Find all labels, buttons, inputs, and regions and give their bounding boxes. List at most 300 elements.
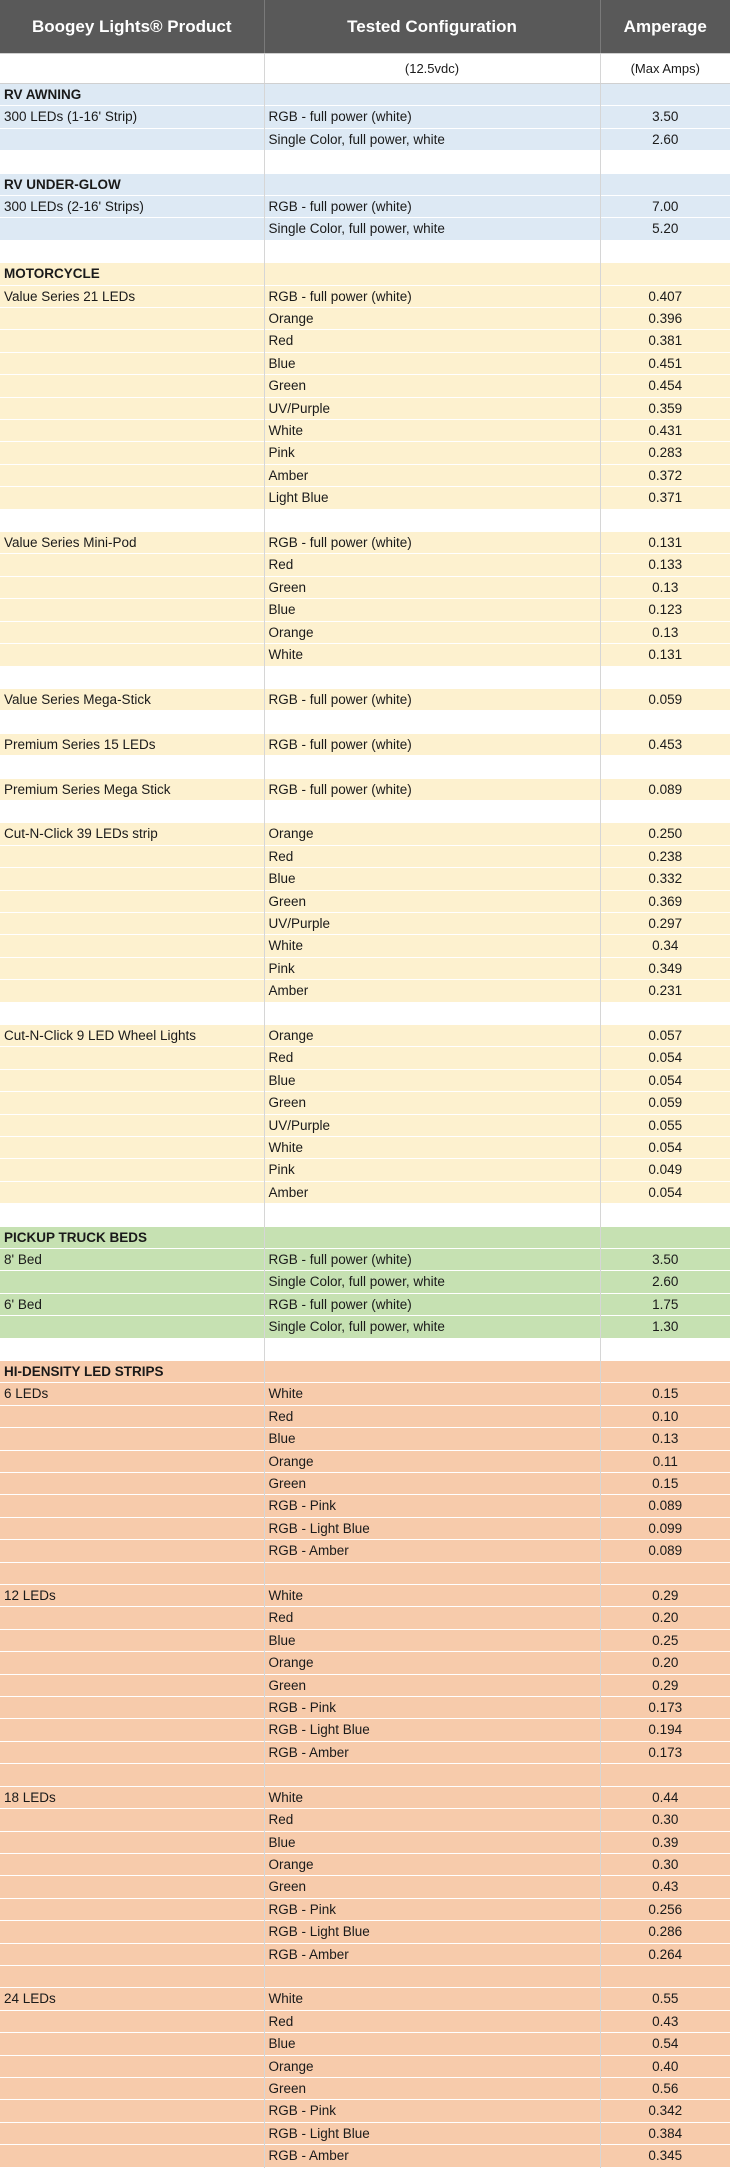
configuration-cell: Amber (264, 464, 600, 486)
amperage-cell: 3.50 (600, 106, 730, 128)
spacer-cell (0, 666, 264, 688)
configuration-cell: RGB - full power (white) (264, 106, 600, 128)
product-cell (0, 1517, 264, 1539)
table-row (0, 2145, 730, 2167)
configuration-cell: RGB - full power (white) (264, 1248, 600, 1270)
spacer-cell (264, 666, 600, 688)
units-amps: (Max Amps) (600, 54, 730, 84)
table-row (0, 2100, 730, 2122)
table-row (0, 1383, 730, 1405)
amperage-cell: 0.054 (600, 1069, 730, 1091)
section-cell-empty (600, 1226, 730, 1248)
configuration-cell: Blue (264, 1069, 600, 1091)
product-cell: Value Series Mega-Stick (0, 688, 264, 710)
product-cell (0, 599, 264, 621)
table-row (0, 330, 730, 352)
configuration-cell: RGB - Pink (264, 1898, 600, 1920)
table-row (0, 1921, 730, 1943)
configuration-cell: Blue (264, 599, 600, 621)
table-row (0, 688, 730, 710)
amperage-cell: 0.371 (600, 487, 730, 509)
table-row (0, 1181, 730, 1203)
configuration-cell: RGB - full power (white) (264, 733, 600, 755)
configuration-cell: Green (264, 1092, 600, 1114)
table-row (0, 1741, 730, 1763)
configuration-cell: RGB - Amber (264, 1943, 600, 1965)
amperage-cell: 0.25 (600, 1629, 730, 1651)
section-cell-empty (600, 173, 730, 195)
amperage-cell: 0.131 (600, 532, 730, 554)
amperage-cell: 0.396 (600, 308, 730, 330)
table-row (0, 1607, 730, 1629)
amperage-cell: 0.173 (600, 1741, 730, 1763)
configuration-cell: RGB - Amber (264, 2145, 600, 2167)
spacer-cell (264, 240, 600, 262)
product-cell (0, 1697, 264, 1719)
product-cell (0, 464, 264, 486)
section-title: HI-DENSITY LED STRIPS (0, 1361, 264, 1383)
configuration-cell: Pink (264, 1159, 600, 1181)
section-row (0, 173, 730, 195)
table-row (0, 464, 730, 486)
spacer-cell (0, 1204, 264, 1226)
amperage-cell: 0.089 (600, 1495, 730, 1517)
amperage-cell: 0.123 (600, 599, 730, 621)
configuration-cell: RGB - full power (white) (264, 778, 600, 800)
configuration-cell: RGB - full power (white) (264, 532, 600, 554)
product-cell (0, 2055, 264, 2077)
product-cell (0, 2010, 264, 2032)
amperage-cell (600, 1965, 730, 1987)
table-row (0, 1428, 730, 1450)
table-row (0, 733, 730, 755)
configuration-cell: Blue (264, 1428, 600, 1450)
table-row (0, 957, 730, 979)
amperage-cell: 0.55 (600, 1988, 730, 2010)
configuration-cell: RGB - Pink (264, 1697, 600, 1719)
amperage-cell: 0.11 (600, 1450, 730, 1472)
amperage-cell: 0.453 (600, 733, 730, 755)
table-row (0, 1965, 730, 1987)
table-row (0, 196, 730, 218)
amperage-cell: 3.50 (600, 1248, 730, 1270)
configuration-cell: White (264, 1585, 600, 1607)
section-cell-empty (264, 173, 600, 195)
product-cell (0, 218, 264, 240)
product-cell (0, 1316, 264, 1338)
configuration-cell: UV/Purple (264, 397, 600, 419)
amperage-cell: 0.059 (600, 1092, 730, 1114)
configuration-cell: White (264, 644, 600, 666)
table-row (0, 2122, 730, 2144)
product-cell: 18 LEDs (0, 1786, 264, 1808)
configuration-cell: Green (264, 576, 600, 598)
spacer-cell (264, 1338, 600, 1360)
section-title: PICKUP TRUCK BEDS (0, 1226, 264, 1248)
product-cell (0, 128, 264, 150)
configuration-cell: Blue (264, 1831, 600, 1853)
product-cell (0, 330, 264, 352)
configuration-cell: Red (264, 2010, 600, 2032)
amperage-cell: 7.00 (600, 196, 730, 218)
configuration-cell: Red (264, 1047, 600, 1069)
product-cell (0, 1562, 264, 1584)
product-cell (0, 1719, 264, 1741)
table-row (0, 1674, 730, 1696)
configuration-cell (264, 1965, 600, 1987)
product-cell: Cut-N-Click 39 LEDs strip (0, 823, 264, 845)
product-cell (0, 1764, 264, 1786)
table-row (0, 1652, 730, 1674)
product-cell (0, 845, 264, 867)
product-cell (0, 1159, 264, 1181)
product-cell (0, 890, 264, 912)
spacer-cell (600, 756, 730, 778)
configuration-cell (264, 1562, 600, 1584)
product-cell: Premium Series Mega Stick (0, 778, 264, 800)
spacer-cell (264, 509, 600, 531)
table-row (0, 1943, 730, 1965)
configuration-cell: RGB - Light Blue (264, 2122, 600, 2144)
units-voltage: (12.5vdc) (264, 54, 600, 84)
product-cell (0, 2100, 264, 2122)
amperage-cell: 0.34 (600, 935, 730, 957)
configuration-cell: Single Color, full power, white (264, 218, 600, 240)
amperage-cell: 0.43 (600, 2010, 730, 2032)
table-row (0, 1719, 730, 1741)
section-row (0, 1226, 730, 1248)
table-row (0, 1809, 730, 1831)
configuration-cell: White (264, 1383, 600, 1405)
configuration-cell: RGB - Light Blue (264, 1921, 600, 1943)
amperage-cell: 0.369 (600, 890, 730, 912)
amperage-cell: 0.20 (600, 1607, 730, 1629)
table-row (0, 1540, 730, 1562)
table-row (0, 823, 730, 845)
table-row (0, 1764, 730, 1786)
amperage-cell: 0.29 (600, 1674, 730, 1696)
spacer-cell (600, 509, 730, 531)
product-cell: 300 LEDs (2-16' Strips) (0, 196, 264, 218)
table-row (0, 644, 730, 666)
header-configuration: Tested Configuration (264, 0, 600, 54)
table-row (0, 352, 730, 374)
amperage-cell (600, 1764, 730, 1786)
section-cell-empty (600, 1361, 730, 1383)
spacer-row (0, 240, 730, 262)
product-cell: 6 LEDs (0, 1383, 264, 1405)
product-cell (0, 1473, 264, 1495)
configuration-cell: RGB - full power (white) (264, 1293, 600, 1315)
configuration-cell: Single Color, full power, white (264, 128, 600, 150)
spacer-cell (264, 756, 600, 778)
product-cell: 300 LEDs (1-16' Strip) (0, 106, 264, 128)
table-row (0, 1024, 730, 1046)
table-row (0, 1562, 730, 1584)
product-cell: Cut-N-Click 9 LED Wheel Lights (0, 1024, 264, 1046)
table-row (0, 285, 730, 307)
section-title: RV AWNING (0, 84, 264, 106)
product-cell (0, 868, 264, 890)
table-row (0, 935, 730, 957)
configuration-cell: White (264, 1136, 600, 1158)
product-cell: Value Series 21 LEDs (0, 285, 264, 307)
spacer-row (0, 151, 730, 173)
product-cell (0, 554, 264, 576)
spacer-row (0, 509, 730, 531)
spacer-row (0, 1338, 730, 1360)
spacer-cell (600, 240, 730, 262)
table-row (0, 599, 730, 621)
configuration-cell: Red (264, 845, 600, 867)
table-row (0, 576, 730, 598)
section-cell-empty (600, 263, 730, 285)
spacer-row (0, 756, 730, 778)
amperage-cell: 0.256 (600, 1898, 730, 1920)
table-row (0, 420, 730, 442)
amperage-cell: 0.431 (600, 420, 730, 442)
section-title: RV UNDER-GLOW (0, 173, 264, 195)
spacer-cell (0, 756, 264, 778)
amperage-cell: 0.372 (600, 464, 730, 486)
product-cell (0, 644, 264, 666)
header-row (0, 0, 730, 54)
amperage-cell: 0.342 (600, 2100, 730, 2122)
table-row (0, 397, 730, 419)
configuration-cell: Amber (264, 1181, 600, 1203)
section-cell-empty (264, 263, 600, 285)
section-cell-empty (264, 1226, 600, 1248)
spacer-cell (0, 711, 264, 733)
amperage-cell: 0.059 (600, 688, 730, 710)
table-row (0, 1786, 730, 1808)
table-row (0, 308, 730, 330)
table-row (0, 554, 730, 576)
configuration-cell: Green (264, 375, 600, 397)
section-cell-empty (264, 84, 600, 106)
configuration-cell: Red (264, 1405, 600, 1427)
units-cell-empty (0, 54, 264, 84)
amperage-cell: 0.264 (600, 1943, 730, 1965)
amperage-cell: 0.055 (600, 1114, 730, 1136)
amperage-cell: 0.089 (600, 1540, 730, 1562)
amperage-cell: 5.20 (600, 218, 730, 240)
configuration-cell (264, 1764, 600, 1786)
configuration-cell: White (264, 1988, 600, 2010)
table-row (0, 1047, 730, 1069)
product-cell (0, 1898, 264, 1920)
amperage-cell: 0.15 (600, 1473, 730, 1495)
amperage-cell: 0.131 (600, 644, 730, 666)
amperage-cell: 0.30 (600, 1853, 730, 1875)
table-row (0, 621, 730, 643)
amperage-cell: 0.29 (600, 1585, 730, 1607)
table-row (0, 890, 730, 912)
configuration-cell: Red (264, 1809, 600, 1831)
product-cell (0, 957, 264, 979)
configuration-cell: Green (264, 1473, 600, 1495)
table-row (0, 868, 730, 890)
product-cell (0, 375, 264, 397)
spacer-cell (600, 1204, 730, 1226)
spacer-cell (0, 240, 264, 262)
product-cell (0, 1853, 264, 1875)
configuration-cell: White (264, 420, 600, 442)
table-row (0, 778, 730, 800)
configuration-cell: Light Blue (264, 487, 600, 509)
product-cell (0, 1069, 264, 1091)
configuration-cell: Red (264, 1607, 600, 1629)
configuration-cell: Single Color, full power, white (264, 1316, 600, 1338)
configuration-cell: RGB - full power (white) (264, 285, 600, 307)
configuration-cell: Orange (264, 1024, 600, 1046)
amperage-cell: 0.13 (600, 621, 730, 643)
product-cell (0, 2033, 264, 2055)
table-row (0, 218, 730, 240)
product-cell (0, 576, 264, 598)
table-header (0, 0, 730, 54)
configuration-cell: RGB - full power (white) (264, 688, 600, 710)
product-cell: 6' Bed (0, 1293, 264, 1315)
product-cell (0, 1450, 264, 1472)
amperage-cell: 0.250 (600, 823, 730, 845)
amperage-cell: 0.173 (600, 1697, 730, 1719)
spacer-row (0, 1002, 730, 1024)
spacer-cell (0, 800, 264, 822)
amperage-cell: 0.40 (600, 2055, 730, 2077)
product-cell (0, 1741, 264, 1763)
spacer-cell (600, 1002, 730, 1024)
table-row (0, 1136, 730, 1158)
product-cell: 12 LEDs (0, 1585, 264, 1607)
product-cell (0, 1831, 264, 1853)
product-cell (0, 1921, 264, 1943)
table-row (0, 1988, 730, 2010)
configuration-cell: RGB - Pink (264, 1495, 600, 1517)
product-cell (0, 1965, 264, 1987)
product-cell (0, 1047, 264, 1069)
table-row (0, 1405, 730, 1427)
section-title: MOTORCYCLE (0, 263, 264, 285)
amperage-cell: 0.43 (600, 1876, 730, 1898)
amperage-cell: 0.194 (600, 1719, 730, 1741)
configuration-cell: Amber (264, 980, 600, 1002)
spacer-row (0, 800, 730, 822)
product-cell (0, 1876, 264, 1898)
table-row (0, 532, 730, 554)
table-row (0, 1293, 730, 1315)
spacer-cell (0, 509, 264, 531)
product-cell: Value Series Mini-Pod (0, 532, 264, 554)
configuration-cell: Orange (264, 2055, 600, 2077)
product-cell (0, 1114, 264, 1136)
table-body (0, 54, 730, 2168)
amperage-cell: 2.60 (600, 1271, 730, 1293)
configuration-cell: UV/Purple (264, 912, 600, 934)
spacer-row (0, 1204, 730, 1226)
section-cell-empty (264, 1361, 600, 1383)
product-cell (0, 1405, 264, 1427)
product-cell (0, 1629, 264, 1651)
table-row (0, 1248, 730, 1270)
amperage-cell (600, 1562, 730, 1584)
section-cell-empty (600, 84, 730, 106)
table-row (0, 1876, 730, 1898)
amperage-cell: 0.384 (600, 2122, 730, 2144)
product-cell (0, 1607, 264, 1629)
configuration-cell: Orange (264, 1652, 600, 1674)
spacer-cell (600, 1338, 730, 1360)
product-cell (0, 1540, 264, 1562)
amperage-cell: 0.10 (600, 1405, 730, 1427)
table-row (0, 912, 730, 934)
amperage-cell: 0.44 (600, 1786, 730, 1808)
configuration-cell: RGB - Light Blue (264, 1517, 600, 1539)
product-cell (0, 308, 264, 330)
table-row (0, 2077, 730, 2099)
product-cell (0, 1136, 264, 1158)
product-cell (0, 2077, 264, 2099)
product-cell (0, 1674, 264, 1696)
amperage-cell: 0.30 (600, 1809, 730, 1831)
amperage-cell: 0.054 (600, 1181, 730, 1203)
product-cell: Premium Series 15 LEDs (0, 733, 264, 755)
amperage-cell: 0.054 (600, 1136, 730, 1158)
table-row (0, 1585, 730, 1607)
amperage-cell: 1.30 (600, 1316, 730, 1338)
product-cell (0, 1271, 264, 1293)
table-row (0, 1831, 730, 1853)
amperage-cell: 0.381 (600, 330, 730, 352)
amperage-cell: 0.345 (600, 2145, 730, 2167)
table-row (0, 1271, 730, 1293)
table-row (0, 1495, 730, 1517)
amperage-cell: 1.75 (600, 1293, 730, 1315)
amperage-cell: 0.332 (600, 868, 730, 890)
amperage-cell: 0.049 (600, 1159, 730, 1181)
configuration-cell: Blue (264, 352, 600, 374)
spacer-cell (264, 1204, 600, 1226)
configuration-cell: White (264, 935, 600, 957)
amperage-cell: 0.238 (600, 845, 730, 867)
amperage-cell: 0.286 (600, 1921, 730, 1943)
configuration-cell: Orange (264, 1450, 600, 1472)
table-row (0, 1092, 730, 1114)
amperage-cell: 0.057 (600, 1024, 730, 1046)
configuration-cell: Orange (264, 823, 600, 845)
configuration-cell: UV/Purple (264, 1114, 600, 1136)
amperage-cell: 0.407 (600, 285, 730, 307)
table-row (0, 106, 730, 128)
product-cell (0, 1428, 264, 1450)
configuration-cell: RGB - Amber (264, 1540, 600, 1562)
product-cell (0, 420, 264, 442)
section-row (0, 84, 730, 106)
amperage-cell: 0.359 (600, 397, 730, 419)
configuration-cell: RGB - Amber (264, 1741, 600, 1763)
table-row (0, 1898, 730, 1920)
amperage-cell: 2.60 (600, 128, 730, 150)
table-row (0, 375, 730, 397)
configuration-cell: Green (264, 1674, 600, 1696)
product-cell (0, 1181, 264, 1203)
amperage-cell: 0.20 (600, 1652, 730, 1674)
configuration-cell: RGB - Light Blue (264, 1719, 600, 1741)
table-row (0, 1069, 730, 1091)
table-row (0, 2055, 730, 2077)
spacer-cell (600, 666, 730, 688)
product-cell (0, 442, 264, 464)
